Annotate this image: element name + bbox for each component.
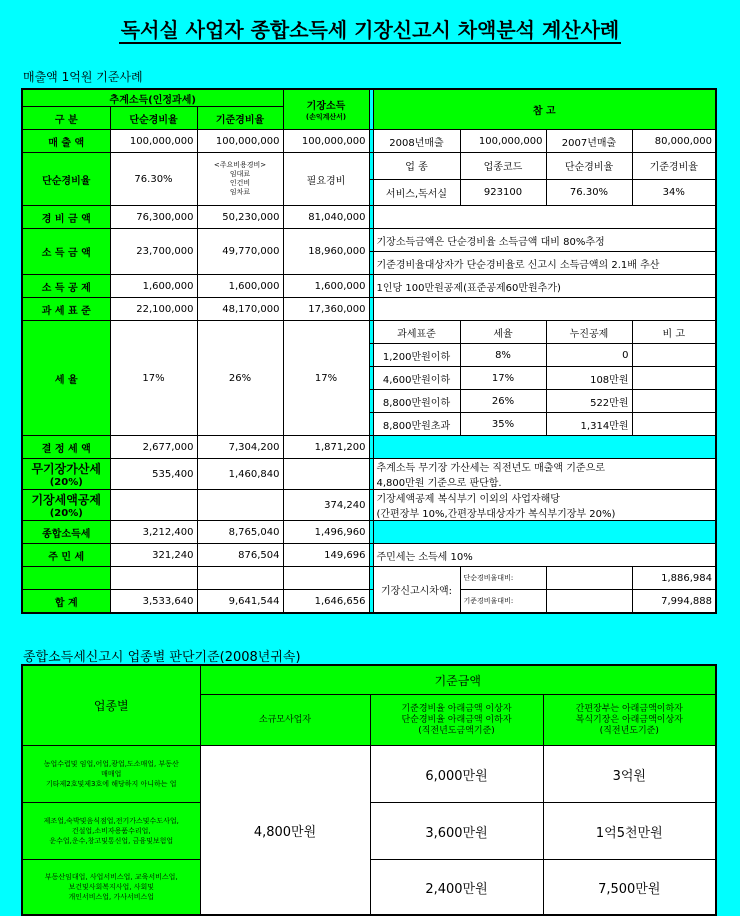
hdr-small-business: 소규모사업자 [200, 695, 370, 746]
row-label-sales: 매 출 액 [22, 130, 110, 153]
main-expenses: <주요비용경비> 임대료 인건비 임차료 [197, 153, 283, 206]
hdr-book-criteria: 간편장부는 아래금액이하자 복식기장은 아래금액이상자 (직전년도기준) [543, 695, 716, 746]
row-label-deduct: 소 득 공 제 [22, 275, 110, 298]
row-label-sum: 합 계 [22, 590, 110, 614]
tax-comparison-table: 추계소득(인정과세) 기장소득 (손익계산서) 참 고 구 분 단순경비율 기준경비율 매 출 액 100,000,000 100,000,000 100,000,000 2008년매출 100,000,000 2007년매출 80,000,000 단순경비율 76.30% <주요비용경비> 임대료 인건비 임차료 필요경비 업 종 업종코드 단순경비율 기준경비율 서비스,독서실 923100 76.30% 34% 경 비 금 액 76,300,000 50,230,000 81,040,000 소 득 금 액 23,700,000 49,770,000 18,960,000 기장소득금액은 단순경비율 소득금액 대비 80%추정 기준경비율대상자가 단순경비율로 신고시 소득금액의 2.1배 추산 소 득 공 제 1,600,000 1,600,000 1,600,000 1인당 100만원공제(표준공제60만원추가) 과 세 표 준 22,100,000 48,170,000 17,360,000 세 율 17% 26% 17% 과세표준 세율 누진공제 비 고 1,200만원이하 8% 0 4,600만원이하 17% 108만원 8,800만원이하 26% 522만원 8,800만원초과 35% 1,314만원 결 정 세 액 2,677,000 7,304,200 1,871,200 무기장가산세 (20%) 535,400 1,460,840 추계소득 무기장 가산세는 직전년도 매출액 기준으로 4,800만원 기준으로 판단함. 기장세액공제 (20%) 374,240 기장세액공제 복식부기 이외의 사업자해당 (간편장부 10%,간편장부대상자가 복식부기장부 20%) 종합소득세 3,212,400 8,765,040 1,496,960 주 민 세 321,240 876,504 149,696 주민세는 소득세 10% 기장신고시차액: 단순경비율대비: 1,886,984 합 계 3,533,640 9,641,544 1,646,656 기준경비율대비: 7,994,888 [21, 88, 717, 614]
row-label-income: 소 득 금 액 [22, 229, 110, 275]
row-label-total-income: 종합소득세 [22, 521, 110, 544]
hdr-std: 기준경비율 [197, 107, 283, 130]
industry-row: 부동산임대업, 사업서비스업, 교육서비스업, 보건및사회복지사업, 사회및 개인서비스업, 가사서비스업 [22, 860, 200, 916]
industry-row: 제조업,숙박및음식점업,전기가스및수도사업, 건설업,소비자용품수리업, 운수업,운수,창고및통신업, 금융및보험업 [22, 803, 200, 860]
row-label-resident: 주 민 세 [22, 544, 110, 567]
industry-row: 농업수렵및 임업,어업,광업,도소매업, 부동산 매매업 기타제2호및제3호에 해당하지 아니하는 업 [22, 746, 200, 803]
hdr-std-amount: 기준금액 [200, 665, 716, 695]
hdr-book: 기장소득 (손익계산서) [283, 89, 369, 130]
hdr-simple-criteria: 기준경비율 아래금액 이상자 단순경비율 아래금액 이하자 (직전년도금액기준) [370, 695, 543, 746]
row-label-base: 과 세 표 준 [22, 298, 110, 321]
note-credit: 기장세액공제 복식부기 이외의 사업자해당 (간편장부 10%,간편장부대상자가 복식부기장부 20%) [373, 490, 716, 521]
row-label-credit: 기장세액공제 (20%) [22, 490, 110, 521]
small-business-amount: 4,800만원 [200, 746, 370, 916]
page-title: 독서실 사업자 종합소득세 기장신고시 차액분석 계산사례 [120, 18, 620, 42]
row-label-penalty: 무기장가산세 (20%) [22, 459, 110, 490]
hdr-simple: 단순경비율 [110, 107, 197, 130]
hdr-gubun: 구 분 [22, 107, 110, 130]
diff-label: 기장신고시차액: [373, 567, 460, 614]
note-penalty: 추계소득 무기장 가산세는 직전년도 매출액 기준으로 4,800만원 기준으로 판단함. [373, 459, 716, 490]
industry-criteria-caption: 종합소득세신고시 업종별 판단기준(2008년귀속) [23, 650, 301, 665]
row-label-expense: 경 비 금 액 [22, 206, 110, 229]
row-label-ratio: 단순경비율 [22, 153, 110, 206]
hdr-reference: 참 고 [373, 89, 716, 130]
diff-std-value: 7,994,888 [632, 590, 716, 614]
hdr-estimate: 추계소득(인정과세) [22, 89, 283, 107]
revenue-caption: 매출액 1억원 기준사례 [23, 70, 143, 84]
row-label-tax: 결 정 세 액 [22, 436, 110, 459]
hdr-industry: 업종별 [22, 665, 200, 746]
row-label-rate: 세 율 [22, 321, 110, 436]
diff-simple-value: 1,886,984 [632, 567, 716, 590]
industry-criteria-table: 업종별 기준금액 소규모사업자 기준경비율 아래금액 이상자 단순경비율 아래금액 이하자 (직전년도금액기준) 간편장부는 아래금액이하자 복식기장은 아래금액이상자 (직전년도기준) 농업수렵및 임업,어업,광업,도소매업, 부동산 매매업 기타제2호및제3호에 해당하지 아니하는 업 4,800만원 6,000만원 3억원 제조업,숙박및음식점업,전기가스및수도사업, 건설업,소비자용품수리업, 운수업,운수,창고및통신업, 금융및보험업 3,600만원 1억5천만원 부동산임대업, 사업서비스업, 교육서비스업, 보건및사회복지사업, 사회및 개인서비스업, 가사서비스업 2,400만원 7,500만원 [21, 664, 717, 916]
